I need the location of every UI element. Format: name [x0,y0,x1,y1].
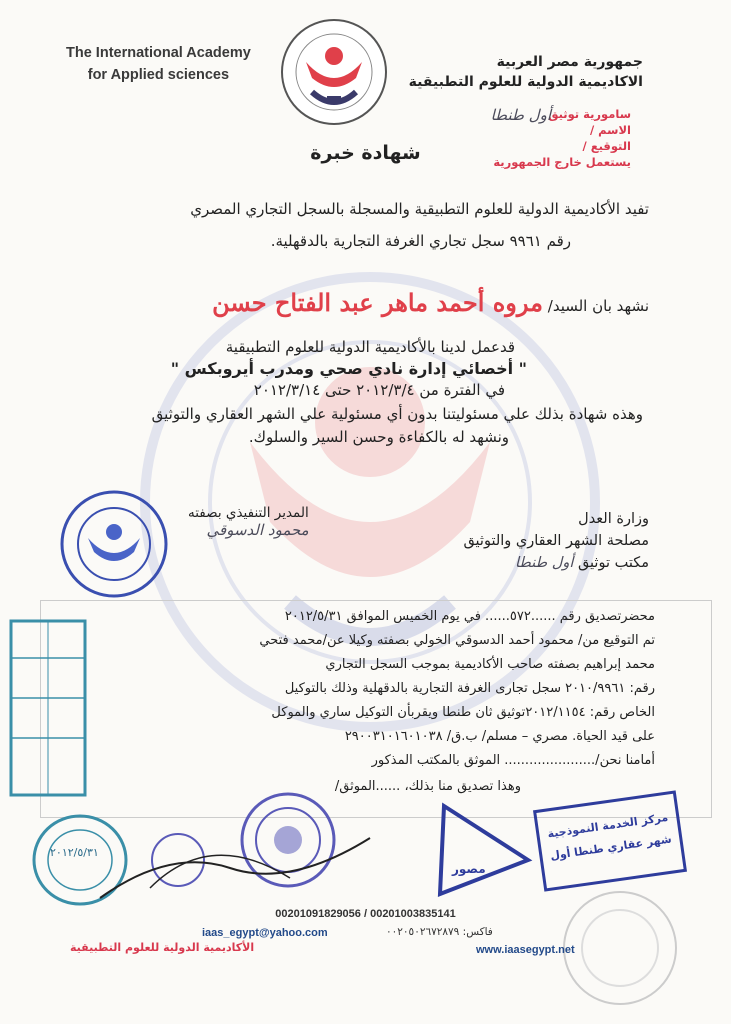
document-title: شهادة خبرة [310,142,421,164]
ministry-line3: مكتب توثيق أول طنطا [514,555,649,571]
certify-prefix: نشهد بان السيد/ [547,297,649,315]
ministry-line2: مصلحة الشهر العقاري والتوثيق [463,533,649,549]
arabic-header-line2: الاكاديمية الدولية للعلوم التطبيقية [408,74,643,90]
body-line-4: ونشهد له بالكفاءة وحسن السير والسلوك. [248,428,509,446]
arabic-header-line1: جمهورية مصر العربية [496,54,643,70]
ministry-office-handwriting: أول طنطا [514,555,574,571]
academy-round-stamp [58,488,170,600]
service-center-line1: مركز الخدمة النموذجية [546,810,669,841]
footer-phones: 00201091829056 / 00201003835141 [275,908,456,920]
red-stamp-line3: التوقيع / [582,139,631,153]
english-header [66,42,251,86]
english-title-line1: The International Academy [66,45,251,61]
red-stamp-line4: يستعمل خارج الجمهورية [493,155,631,169]
notary-line3: محمد إبراهيم بصفته صاحب الأكاديمية بموجب السجل التجاري [325,657,655,672]
notary-line5: الخاص رقم: ٢٠١٢/١١٥٤توثيق ثان طنطا ويقربأن التوكيل ساري والموكل [271,705,655,720]
notary-line2: تم التوقيع من/ محمود أحمد الدسوقي الخولي بصفته وكيلا عن/محمد فتحي [259,633,655,648]
embossed-seal [560,888,680,1008]
red-stamp-line1: سامورية توثيق [548,107,631,121]
director-title: المدير التنفيذي بصفته [188,505,309,521]
person-name: مروه أحمد ماهر عبد الفتاح حسن [212,288,543,317]
arabic-header [409,52,643,92]
intro-line-1: تفيد الأكاديمية الدولية للعلوم التطبيقية والمسجلة بالسجل التجاري المصري [190,200,649,218]
footer-fax: فاكس: ٠٠٢٠٥٠٢٦٧٢٨٧٩ [386,926,493,938]
academy-logo [278,16,390,128]
triangle-stamp-text: مصور [452,862,486,876]
job-title: " أخصائي إدارة نادي صحي ومدرب أيروبكس " [170,359,527,378]
certify-line [212,288,649,317]
footer-email[interactable]: iaas_egypt@yahoo.com [202,927,328,939]
date-stamp-text: ٢٠١٢/٥/٣١ [50,846,99,859]
signature-scribble [90,808,390,918]
notary-line8: وهذا تصديق منا بذلك، ......الموثق/ [334,779,521,794]
body-line-1: قدعمل لدينا بالأكاديمية الدولية للعلوم التطبيقية [225,338,515,356]
fee-stamp [8,618,88,798]
period-line: في الفترة من ٢٠١٢/٣/٤ حتى ٢٠١٢/٣/١٤ [253,381,505,399]
notary-line1: محضرتصديق رقم ......٥٧٢...... في يوم الخميس الموافق ٢٠١٢/٥/٣١ [284,609,655,624]
english-title-line2: for Applied sciences [87,67,230,83]
service-center-line2: شهر عقاري طنطا أول [549,832,673,863]
intro-line-2: رقم ٩٩٦١ سجل تجاري الغرفة التجارية بالدقهلية. [270,232,571,250]
ministry-line1: وزارة العدل [578,511,649,527]
footer-arabic-name: الأكاديمية الدولية للعلوم التطبيقية [70,941,255,954]
notary-line4: رقم: ٢٠١٠/٩٩٦١ سجل تجارى الغرفة التجارية بالدقهلية وذلك بالتوكيل [284,681,655,696]
body-line-3: وهذه شهادة بذلك علي مسئوليتنا بدون أي مسئولية علي الشهر العقاري والتوثيق [151,405,643,423]
footer-website[interactable]: www.iaasegypt.net [476,944,575,956]
red-stamp-line2: الاسم / [589,123,631,137]
red-stamp-handwriting: أول طنطا [490,106,551,124]
director-signature: محمود الدسوقي [206,521,309,539]
triangle-stamp [424,800,534,900]
notary-line7: أمامنا نحن/...................... الموثق بالمكتب المذكور [371,753,655,768]
ministry-block [463,508,649,574]
notary-line6: على قيد الحياة. مصري – مسلم/ ب.ق/ ٢٩٠٠٣١٠١٦٠١٠٣٨ [344,729,655,744]
director-block [188,505,309,539]
